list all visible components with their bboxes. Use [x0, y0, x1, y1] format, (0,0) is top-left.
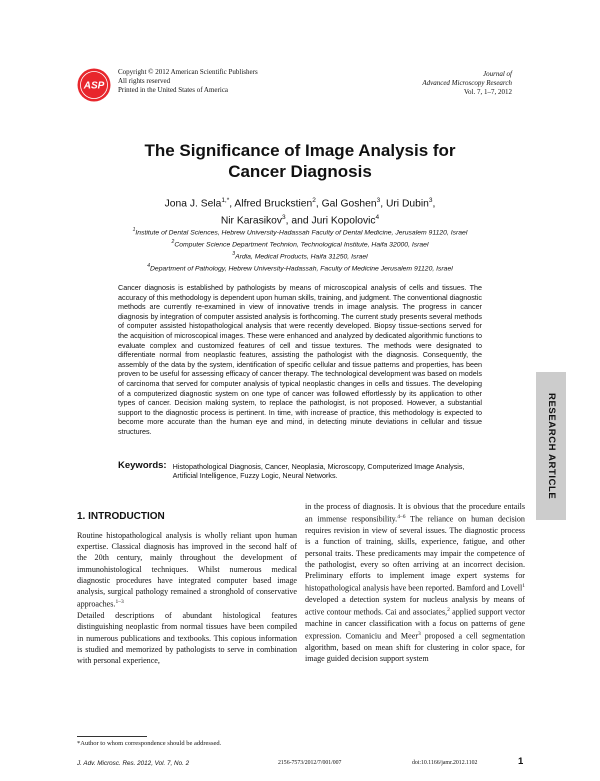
author-sup: 3: [376, 197, 381, 204]
author-sup: 4: [375, 214, 380, 222]
logo-text: ASP: [83, 80, 105, 92]
article-title: [90, 140, 510, 182]
author-name: Gal Goshen: [321, 198, 377, 210]
affiliation-item: [90, 262, 510, 274]
abstract: Cancer diagnosis is established by pathologists by means of microscopical analysis of cells and tissues. The accuracy of this methodology is dependent upon human skills, training, and judgment. The conventional diagnostic methods are currently re-examined in view of innovative trends in image analysis. The progress in cancer diagnosis by integration of computer assisted analysis is forthcoming. The current study presents several methods of computer assisted histopathological analysis that were recently developed. Biopsy tissue-sections served for the acquisition of microscopical images. These were enhanced and analyzed by dedicated algorithmic functions to evaluate complex and customized features of cell and tissue textures. The methods were designated to differentiate normal from neoplastic features, assisting the pathologist with the diagnosis. Consequently, the assembly of the data by the system, identification of specific cellular and tissue patterns and properties, has been proven to be useful for assessing efficacy of cancer therapy. The technological development was based on models of carcinoma that served for computer analysis of typical neoplastic changes in cells and tissues. The developing of a computerized diagnostic system on one type of cancer was followed effortlessly by its application to other types of cancer. Decision making system, to replace the pathologist, is not proposed. However, a substantial support to the diagnostic process is pertinent. In time, with increase of practice, this methodology is expected to become more accurate than the human eye and mind, in detecting minute deviations in cellular and tissue structures.: [118, 283, 482, 436]
copyright-line: Copyright © 2012 American Scientific Publishers: [118, 68, 258, 76]
body-text: in the process of diagnosis. It is obvious that the procedure entails an immense responsibility.: [305, 502, 525, 524]
asp-logo: [77, 68, 111, 102]
body-text: The reliance on human decision requires revision in view of several issues. The diagnostic process is a function of training, skills, experience, fatigue, and other personal traits. These predicaments may impair the competence of the pathologist, every so often arriving at an incorrect decision. Preliminary efforts to implement image expert systems for histopathological analysis have been reported. Bamford and Lovell: [305, 514, 525, 593]
affiliation-sup: 2: [171, 238, 175, 245]
author-name: Alfred Bruckstien: [234, 198, 313, 210]
body-paragraph: [77, 530, 297, 610]
footnote: *Author to whom correspondence should be addressed.: [77, 740, 222, 747]
rights-line: All rights reserved: [118, 76, 171, 85]
affiliation-text: Institute of Dental Sciences, Hebrew University-Hadassah Faculty of Dental Medicine, Jerusalem 91120, Israel: [135, 229, 468, 237]
keywords-text: Histopathological Diagnosis, Cancer, Neoplasia, Microscopy, Computerized Image Analysis, Artificial Intelligence, Fuzzy Logic, Neural Networks.: [172, 462, 465, 481]
body-column-right: [305, 501, 525, 665]
affiliation-sup: 1: [132, 227, 136, 233]
author-sup: 3: [428, 197, 433, 204]
affiliation-sup: 3: [232, 250, 236, 257]
citation-sup: 3: [418, 631, 421, 638]
affiliation-text: Computer Science Department Technion, Technological Institute, Haifa 32000, Israel: [174, 241, 429, 249]
footer-journal: J. Adv. Microsc. Res. 2012, Vol. 7, No. 2: [77, 760, 190, 767]
author-name: Uri Dubin: [385, 198, 429, 210]
title-line-1: The Significance of Image Analysis for: [144, 141, 456, 160]
affiliation-text: Department of Pathology, Hebrew University-Hadassah, Faculty of Medicine Jerusalem 91120, Israel: [150, 264, 453, 272]
journal-info-block: [422, 70, 512, 96]
affiliation-sup: 4: [147, 262, 151, 269]
copyright-block: [118, 68, 258, 94]
author-name: Nir Karasikov: [220, 215, 283, 227]
author-sep: , and: [285, 215, 312, 227]
body-paragraph: Detailed descriptions of abundant histological features distinguishing neoplastic from normal tissues have been compiled in numerous publications and textbooks. This copious information is studied and memorized by pathologists to serve in combination with personal experience,: [77, 611, 297, 665]
body-text: applied support vector machine in cancer classification with a focus on patterns of gene expression. Comaniciu and Meer: [305, 607, 525, 641]
journal-of-line: Journal of: [483, 70, 512, 78]
author-name: Jona J. Sela: [164, 198, 222, 210]
author-sup: 1,*: [221, 197, 230, 204]
page-number: 1: [518, 756, 524, 767]
keywords-block: [118, 462, 482, 480]
affiliation-item: [90, 226, 510, 238]
citation-sup: 2: [447, 607, 450, 614]
author-sep: ,: [432, 198, 436, 210]
body-text: developed a detection system for nucleus analysis by means of active contour methods. Cai and associates,: [305, 595, 525, 617]
citation-sup: 4–6: [397, 514, 406, 521]
affiliation-text: Ardia, Medical Products, Haifa 31250, Israel: [235, 252, 368, 260]
printed-line: Printed in the United States of America: [118, 85, 229, 94]
body-column-left: [77, 530, 297, 666]
author-name: Juri Kopolovic: [311, 215, 376, 227]
footer-issn: 2156-7573/2012/7/001/007: [278, 760, 342, 766]
author-sup: 3: [282, 214, 286, 222]
volume-line: Vol. 7, 1–7, 2012: [463, 87, 512, 96]
research-article-label: RESEARCH ARTICLE: [546, 392, 557, 500]
author-list: [100, 194, 500, 229]
body-text: Routine histopathological analysis is wholly reliant upon human expertise. Classical diagnosis has improved in the second half of the 20th century, mainly throughout the development of immunohistological techniques. Whilst numerous medical diagnostic procedures have integrated computer based image analysis, surgical pathology remained a stronghold of conservative approaches.: [77, 531, 297, 609]
section-heading: 1. INTRODUCTION: [77, 511, 165, 522]
citation-sup: 1–3: [115, 599, 124, 606]
title-line-2: Cancer Diagnosis: [228, 162, 372, 181]
author-sep: ,: [315, 198, 322, 210]
keywords-label: Keywords:: [118, 460, 167, 471]
footnote-divider: [77, 736, 147, 737]
author-sep: ,: [380, 198, 386, 210]
footer-doi: doi:10.1166/jamr.2012.1102: [412, 760, 478, 766]
body-text: proposed a cell segmentation algorithm, based on mean shift for clustering in color space, for image guided decision support system: [305, 631, 525, 664]
author-sup: 2: [312, 197, 316, 204]
affiliation-list: [90, 226, 510, 273]
affiliation-item: [90, 238, 510, 250]
citation-sup: 1: [522, 583, 525, 590]
affiliation-item: [90, 250, 510, 262]
journal-name: Advanced Microscopy Research: [422, 78, 512, 87]
author-sep: ,: [229, 198, 235, 210]
